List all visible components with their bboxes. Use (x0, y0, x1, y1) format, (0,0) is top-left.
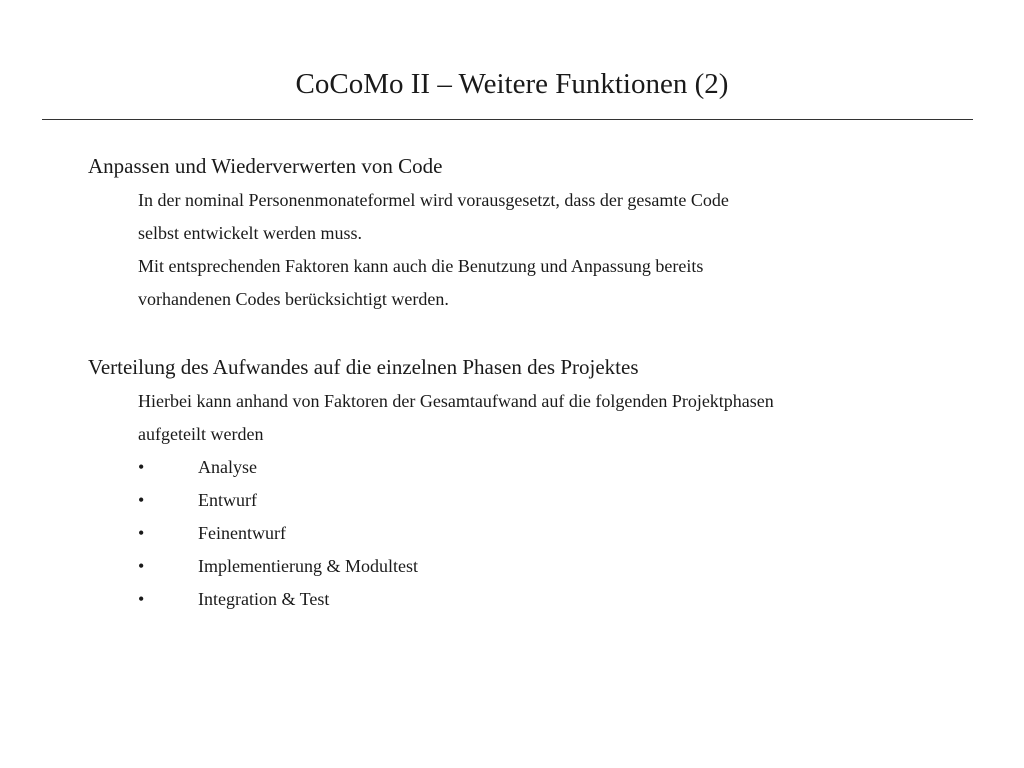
body-line: aufgeteilt werden (138, 424, 264, 444)
list-item-label: Entwurf (198, 490, 257, 510)
bullet-icon: • (138, 589, 145, 609)
bullet-icon: • (138, 523, 145, 543)
body-line: selbst entwickelt werden muss. (138, 223, 362, 243)
body-line: Hierbei kann anhand von Faktoren der Gesamtaufwand auf die folgenden Projektphasen (138, 391, 774, 411)
slide-title: CoCoMo II – Weitere Funktionen (2) (295, 68, 729, 100)
bullet-icon: • (138, 490, 145, 510)
section-heading-effort-distribution: Verteilung des Aufwandes auf die einzelnen Phasen des Projektes (88, 355, 639, 379)
list-item-label: Integration & Test (198, 589, 330, 609)
body-line: vorhandenen Codes berücksichtigt werden. (138, 289, 449, 309)
body-line: Mit entsprechenden Faktoren kann auch die Benutzung und Anpassung bereits (138, 256, 704, 276)
list-item-label: Analyse (198, 457, 257, 477)
list-item-label: Feinentwurf (198, 523, 286, 543)
bullet-icon: • (138, 556, 145, 576)
list-item-label: Implementierung & Modultest (198, 556, 418, 576)
title-divider (42, 119, 973, 120)
bullet-icon: • (138, 457, 145, 477)
body-line: In der nominal Personenmonateformel wird vorausgesetzt, dass der gesamte Code (138, 190, 729, 210)
section-heading-code-reuse: Anpassen und Wiederverwerten von Code (88, 154, 443, 178)
